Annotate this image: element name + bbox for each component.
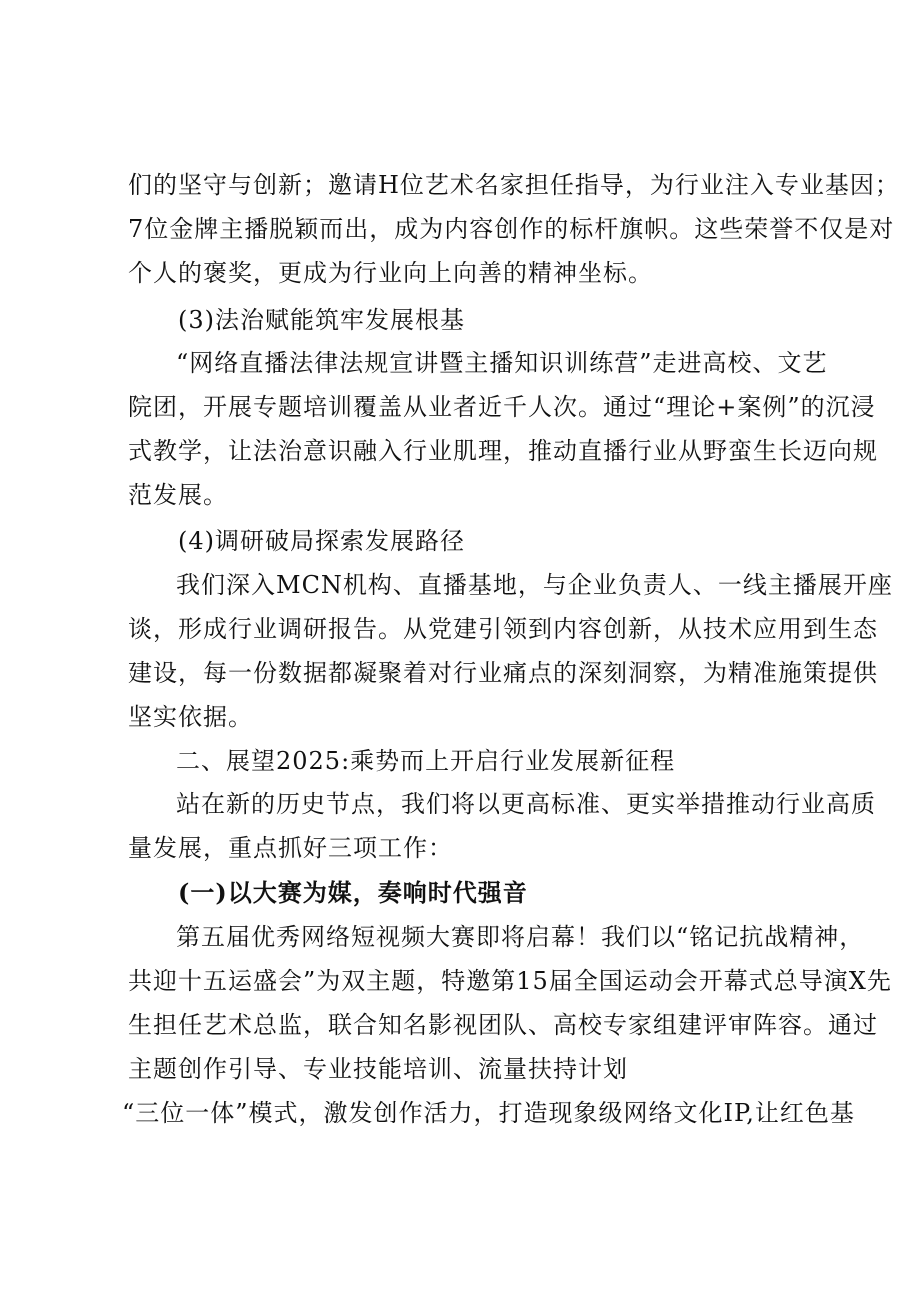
paragraph-line: 式教学，让法治意识融入行业肌理，推动直播行业从野蛮生长迈向规: [128, 437, 878, 465]
paragraph-line: 站在新的历史节点，我们将以更高标准、更实举措推动行业高质: [176, 790, 876, 818]
subheading-3: (3)法治赋能筑牢发展根基: [178, 306, 465, 334]
paragraph-line: 谈，形成行业调研报告。从党建引领到内容创新，从技术应用到生态: [128, 615, 878, 643]
subheading-4: (4)调研破局探索发展路径: [178, 527, 465, 555]
paragraph-line: 第五届优秀网络短视频大赛即将启幕！我们以“铭记抗战精神，: [176, 923, 865, 951]
paragraph-line: 个人的褒奖，更成为行业向上向善的精神坐标。: [128, 259, 653, 287]
paragraph-line: 量发展，重点抓好三项工作：: [128, 834, 453, 862]
paragraph-line: 我们深入MCN机构、直播基地，与企业负责人、一线主播展开座: [176, 571, 893, 599]
paragraph-line: 共迎十五运盛会”为双主题，特邀第15届全国运动会开幕式总导演X先: [128, 967, 892, 995]
paragraph-line: 坚实依据。: [128, 703, 253, 731]
paragraph-line: “网络直播法律法规宣讲暨主播知识训练营”走进高校、文艺: [176, 349, 828, 377]
paragraph-line: 生担任艺术总监，联合知名影视团队、高校专家组建评审阵容。通过: [128, 1011, 878, 1039]
paragraph-line: 7位金牌主播脱颖而出，成为内容创作的标杆旗帜。这些荣誉不仅是对: [128, 215, 895, 243]
paragraph-line: 范发展。: [128, 481, 228, 509]
paragraph-line: “三位一体”模式，激发创作活力，打造现象级网络文化IP,让红色基: [122, 1099, 855, 1127]
paragraph-line: 院团，开展专题培训覆盖从业者近千人次。通过“理论+案例”的沉浸: [128, 393, 876, 421]
paragraph-line: 主题创作引导、专业技能培训、流量扶持计划: [128, 1055, 628, 1083]
section-heading-2: 二、展望2025:乘势而上开启行业发展新征程: [176, 747, 676, 775]
subheading-one: (一)以大赛为媒，奏响时代强音: [178, 878, 528, 907]
paragraph-line: 建设，每一份数据都凝聚着对行业痛点的深刻洞察，为精准施策提供: [128, 659, 878, 687]
paragraph-line: 们的坚守与创新；邀请H位艺术名家担任指导，为行业注入专业基因；: [128, 171, 900, 199]
